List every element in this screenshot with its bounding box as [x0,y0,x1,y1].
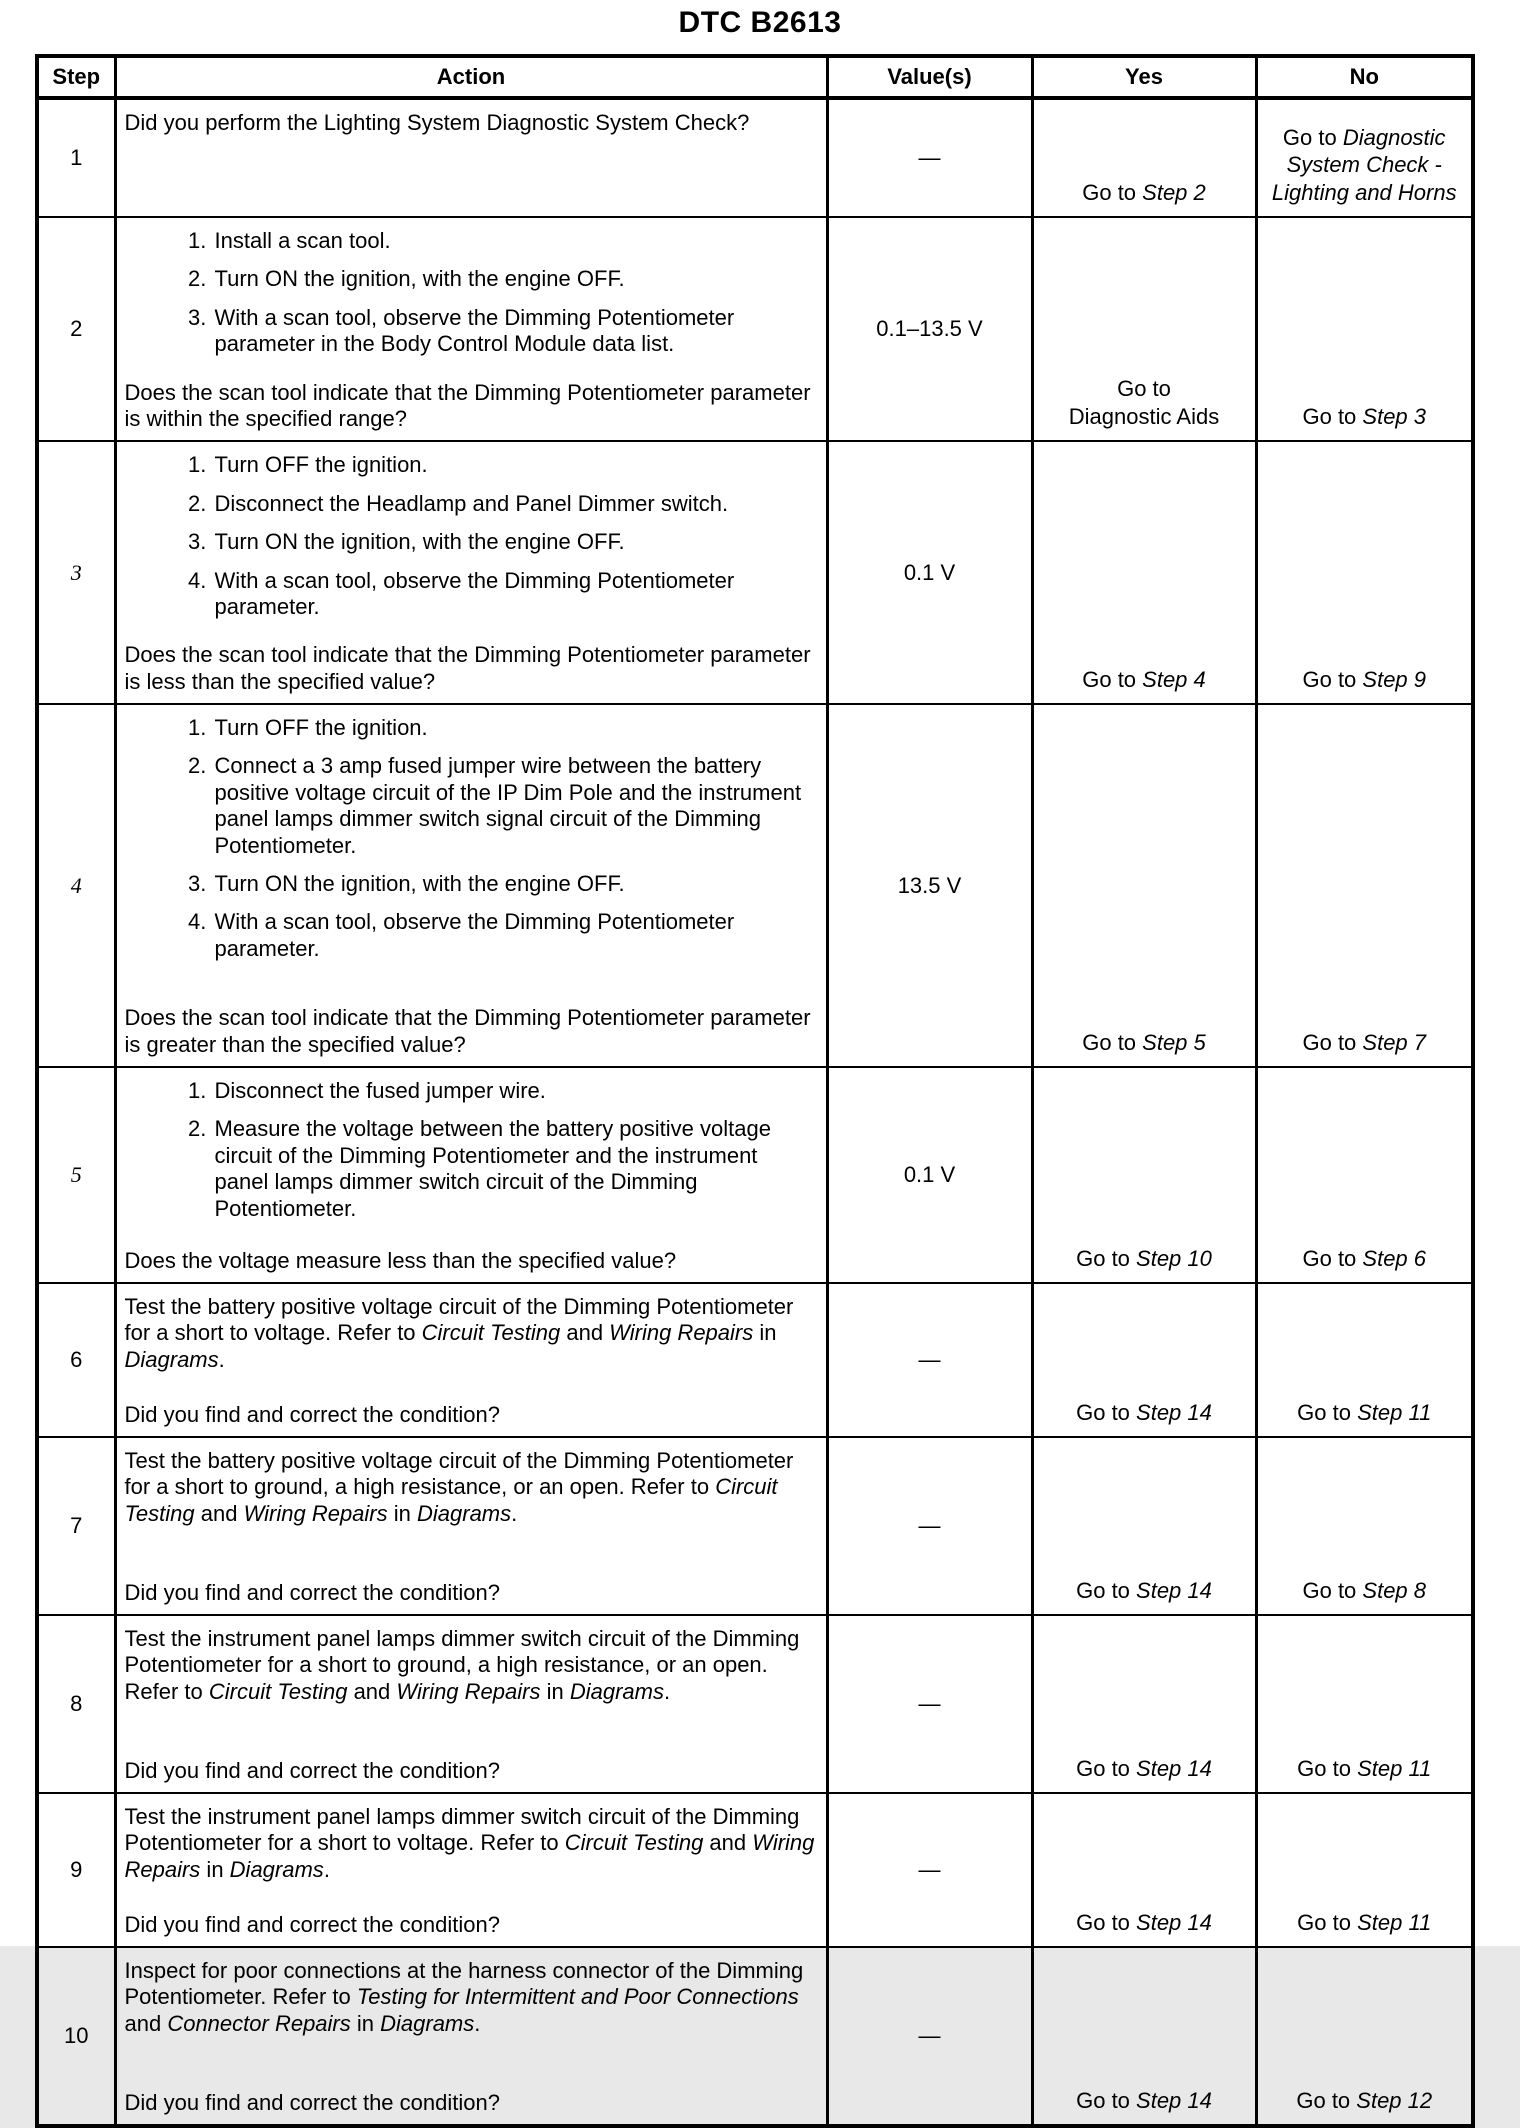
step-cell [37,1283,115,1437]
value-text: — [918,1347,941,1373]
no-cell [1256,217,1473,441]
yes-text: Go to Step 5 [1082,1029,1206,1055]
action-content [117,442,826,703]
no-cell [1256,1283,1473,1437]
no-cell [1256,98,1473,217]
value-text: 0.1 V [903,1162,956,1188]
value-cell [827,217,1032,441]
step-number: 1 [70,145,83,170]
no-cell [1256,1793,1473,1947]
action-question: Did you find and correct the condition? [124,1911,500,1937]
step-number: 2 [70,316,83,342]
value-text: 0.1 V [903,559,956,585]
step-cell [37,704,115,1067]
value-text: — [918,1857,941,1883]
step-number: 3 [70,559,82,585]
yes-text: Go to Step 14 [1076,1577,1212,1603]
yes-cell [1032,217,1256,441]
step-cell [37,441,115,704]
action-content [117,1616,826,1792]
action-content [117,1948,826,2124]
header-values: Value(s) [827,56,1032,98]
page-title: DTC B2613 [678,6,842,39]
table-body [37,98,1473,2126]
action-text: Test the battery positive voltage circuit of the Dimming Potentiometer for a short to voltage. Refer to Circuit Testing and Wiring Repairs in Diagrams. [124,1294,794,1372]
table-row [37,1067,1473,1283]
yes-cell [1032,441,1256,704]
table-row [37,1615,1473,1793]
step-number: 8 [70,1691,83,1717]
yes-cell [1032,1283,1256,1437]
yes-text: Go to Step 2 [1082,179,1206,205]
value-cell [827,98,1032,217]
action-step-item: 1. Disconnect the fused jumper wire. [213,1078,816,1104]
action-question: Did you find and correct the condition? [124,1401,500,1427]
action-cell [115,1615,827,1793]
action-content [117,1438,826,1614]
no-cell [1256,1437,1473,1615]
table-row [37,1437,1473,1615]
step-number: 7 [70,1513,83,1539]
value-cell [827,1615,1032,1793]
action-step-item: 1. Turn OFF the ignition. [213,452,816,478]
no-text: Go to Step 12 [1296,2087,1433,2113]
value-text: — [918,2023,941,2049]
action-cell [115,217,827,441]
action-cell [115,1793,827,1947]
action-cell [115,1437,827,1615]
no-cell [1256,1615,1473,1793]
action-step-list [125,228,816,370]
header-yes: Yes [1032,56,1256,98]
no-text: Go to Step 7 [1302,1029,1427,1055]
no-cell [1256,441,1473,704]
yes-cell [1032,98,1256,217]
action-content [117,1284,826,1436]
header-action: Action [115,56,827,98]
value-cell [827,1437,1032,1615]
header-row [37,56,1473,98]
step-cell [37,1067,115,1283]
action-question: Does the scan tool indicate that the Dimming Potentiometer parameter is within the specified range? [124,379,811,431]
header-no: No [1256,56,1473,98]
table-row [37,1947,1473,2126]
action-content [117,1068,826,1282]
action-step-item: 2. Measure the voltage between the battery positive voltage circuit of the Dimming Potentiometer and the instrument panel lamps dimmer switch circuit of the Dimming Potentiometer. [213,1116,816,1222]
action-text: Did you perform the Lighting System Diagnostic System Check? [124,110,750,135]
yes-text: Go to Step 4 [1082,666,1206,692]
action-content [117,1794,826,1946]
action-step-list [125,452,816,632]
value-text: — [918,1691,941,1717]
action-cell [115,1947,827,2126]
value-text: 13.5 V [897,872,962,898]
table-row [37,704,1473,1067]
no-text: Go to Step 6 [1302,1245,1427,1271]
yes-cell [1032,1615,1256,1793]
value-cell [827,704,1032,1067]
action-question: Does the voltage measure less than the specified value? [124,1247,677,1273]
step-cell [37,1793,115,1947]
step-cell [37,1947,115,2126]
value-text: — [918,145,941,170]
action-question: Did you find and correct the condition? [124,1579,500,1605]
yes-text: Go to Step 14 [1076,1909,1212,1935]
table-header [37,56,1473,98]
no-text: Go to Step 9 [1302,666,1427,692]
action-step-item: 3. Turn ON the ignition, with the engine OFF. [213,871,816,897]
header-step: Step [37,56,115,98]
yes-cell [1032,1437,1256,1615]
action-step-item: 2. Turn ON the ignition, with the engine OFF. [213,266,816,292]
action-question: Does the scan tool indicate that the Dimming Potentiometer parameter is greater than the specified value? [124,1005,811,1057]
action-step-item: 1. Turn OFF the ignition. [213,715,816,741]
action-step-item: 4. With a scan tool, observe the Dimming Potentiometer parameter. [213,909,816,962]
no-cell [1256,1067,1473,1283]
step-cell [37,98,115,217]
table-row [37,441,1473,704]
action-question: Did you find and correct the condition? [124,2089,500,2115]
step-cell [37,1615,115,1793]
yes-text: Go to Diagnostic Aids [1068,376,1220,429]
step-number: 9 [70,1857,83,1883]
action-step-item: 3. Turn ON the ignition, with the engine OFF. [213,529,816,555]
value-cell [827,441,1032,704]
action-text: Inspect for poor connections at the harness connector of the Dimming Potentiometer. Refer to Testing for Intermittent and Poor Connections and Connector Repairs in Diagrams. [124,1958,804,2036]
no-text: Go to Step 3 [1302,403,1427,429]
no-text: Go to Step 11 [1297,1399,1432,1425]
yes-text: Go to Step 14 [1076,1755,1212,1781]
action-step-item: 4. With a scan tool, observe the Dimming Potentiometer parameter. [213,568,816,621]
action-content [117,705,826,1066]
step-number: 6 [70,1347,83,1373]
no-text: Go to Step 8 [1302,1577,1427,1603]
no-text: Go to Diagnostic System Check - Lighting and Horns [1271,124,1457,205]
yes-cell [1032,1947,1256,2126]
value-cell [827,1067,1032,1283]
table-row [37,1283,1473,1437]
action-step-item: 3. With a scan tool, observe the Dimming Potentiometer parameter in the Body Control Module data list. [213,305,816,358]
action-text: Test the battery positive voltage circuit of the Dimming Potentiometer for a short to ground, a high resistance, or an open. Refer to Circuit Testing and Wiring Repairs in Diagrams. [124,1448,794,1526]
table-row [37,1793,1473,1947]
action-cell [115,441,827,704]
yes-cell [1032,1793,1256,1947]
action-cell [115,704,827,1067]
no-text: Go to Step 11 [1297,1755,1432,1781]
yes-text: Go to Step 14 [1076,2087,1212,2113]
yes-text: Go to Step 14 [1076,1399,1212,1425]
action-text: Test the instrument panel lamps dimmer switch circuit of the Dimming Potentiometer for a short to voltage. Refer to Circuit Testing and Wiring Repairs in Diagrams. [124,1804,815,1882]
action-step-item: 2. Connect a 3 amp fused jumper wire between the battery positive voltage circuit of the IP Dim Pole and the instrument panel lamps dimmer switch signal circuit of the Dimming Potentiometer. [213,753,816,859]
action-cell [115,98,827,217]
action-content [117,100,826,216]
no-text: Go to Step 11 [1297,1909,1432,1935]
action-cell [115,1283,827,1437]
no-cell [1256,704,1473,1067]
step-number: 10 [64,2023,89,2049]
value-cell [827,1947,1032,2126]
action-step-item: 1. Install a scan tool. [213,228,816,254]
action-question: Did you find and correct the condition? [124,1757,500,1783]
action-text: Test the instrument panel lamps dimmer switch circuit of the Dimming Potentiometer for a short to ground, a high resistance, or an open. Refer to Circuit Testing and Wiring Repairs in Diagrams. [124,1626,800,1704]
value-text: 0.1–13.5 V [876,316,983,342]
action-content [117,218,826,440]
action-cell [115,1067,827,1283]
table-row [37,217,1473,441]
no-cell [1256,1947,1473,2126]
yes-cell [1032,1067,1256,1283]
value-cell [827,1793,1032,1947]
action-step-item: 2. Disconnect the Headlamp and Panel Dimmer switch. [213,491,816,517]
action-question: Does the scan tool indicate that the Dimming Potentiometer parameter is less than the specified value? [124,642,811,694]
step-cell [37,217,115,441]
yes-text: Go to Step 10 [1076,1245,1212,1271]
step-number: 5 [70,1162,82,1188]
action-step-list [125,1078,816,1234]
step-number: 4 [70,872,82,898]
value-text: — [918,1513,941,1539]
value-cell [827,1283,1032,1437]
yes-cell [1032,704,1256,1067]
step-cell [37,1437,115,1615]
diagnostic-table [35,54,1475,2128]
action-step-list [125,715,816,974]
table-row [37,98,1473,217]
